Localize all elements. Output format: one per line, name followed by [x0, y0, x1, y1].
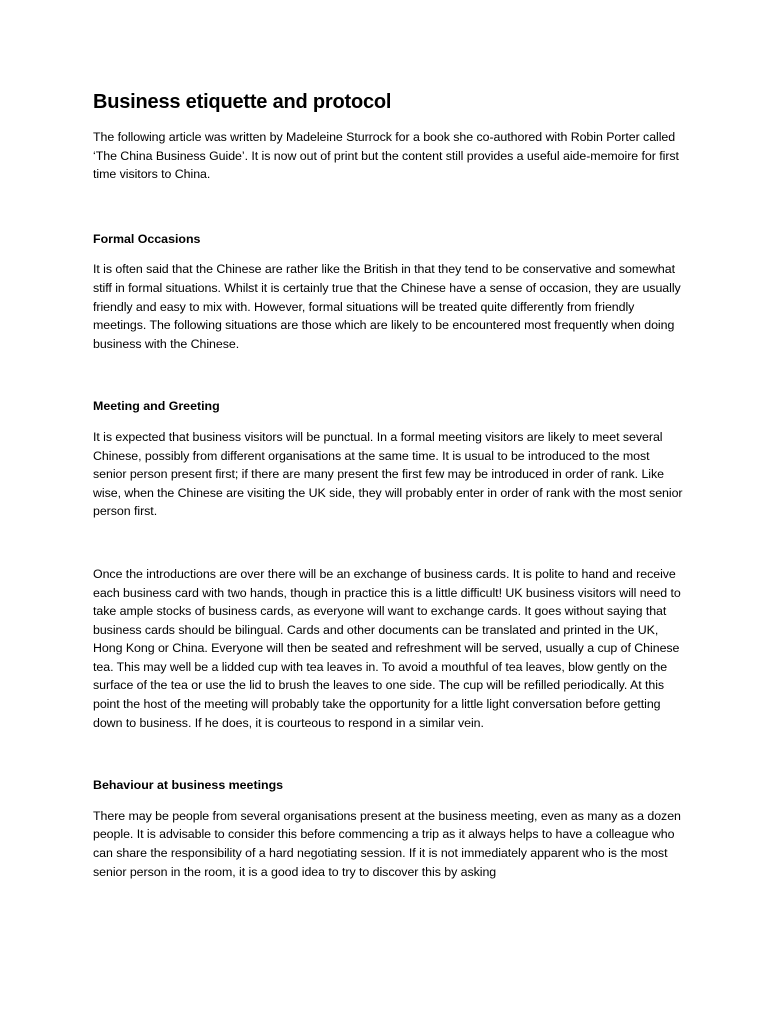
- page-title: Business etiquette and protocol: [93, 91, 392, 113]
- section-heading-behaviour-at-business-meetings: Behaviour at business meetings: [93, 778, 284, 793]
- meeting-greeting-paragraph-2: Once the introductions are over there will be an exchange of business cards. It is polite to hand and receive each business card with two hands, though in practice this is a little difficult! UK business visitors will need to take ample stocks of business cards, as everyone will want to exchange cards. It goes without saying that business cards should be bilingual. Cards and other documents can be translated and printed in the UK, Hong Kong or China. Everyone will then be seated and refreshment will be served, usually a cup of Chinese tea. This may well be a lidded cup with tea leaves in. To avoid a mouthful of tea leaves, blow gently on the surface of the tea or use the lid to brush the leaves to one side. The cup will be refilled periodically. At this point the host of the meeting will probably take the opportunity for a little light conversation before getting down to business. If he does, it is courteous to respond in a similar vein.: [93, 566, 681, 730]
- behaviour-paragraph: There may be people from several organisations present at the business meeting, even as many as a dozen people. It is advisable to consider this before commencing a trip as it always helps to have a colleague who can share the responsibility of a hard negotiating session. If it is not immediately apparent who is the most senior person in the room, it is a good idea to try to discover this by asking: [93, 808, 681, 879]
- meeting-greeting-paragraph-1: It is expected that business visitors will be punctual. In a formal meeting visitors are likely to meet several Chinese, possibly from different organisations at the same time. It is usual to be introduced to the most senior person present first; if there are many present the first few may be introduced in order of rank. Like wise, when the Chinese are visiting the UK side, they will probably enter in order of rank with the most senior person first.: [93, 429, 683, 519]
- section-heading-meeting-and-greeting: Meeting and Greeting: [93, 399, 220, 414]
- intro-paragraph: The following article was written by Madeleine Sturrock for a book she co-authored with Robin Porter called ‘The China Business Guide’. It is now out of print but the content still provides a useful aide-memoire for first time visitors to China.: [93, 130, 679, 182]
- formal-occasions-paragraph: It is often said that the Chinese are rather like the British in that they tend to be conservative and somewhat stiff in formal situations. Whilst it is certainly true that the Chinese have a sense of occasion, they are usually friendly and easy to mix with. However, formal situations will be treated quite differently from friendly meetings. The following situations are those which are likely to be encountered most frequently when doing business with the Chinese.: [93, 262, 681, 351]
- section-heading-formal-occasions: Formal Occasions: [93, 231, 201, 246]
- document-body: [93, 88, 683, 881]
